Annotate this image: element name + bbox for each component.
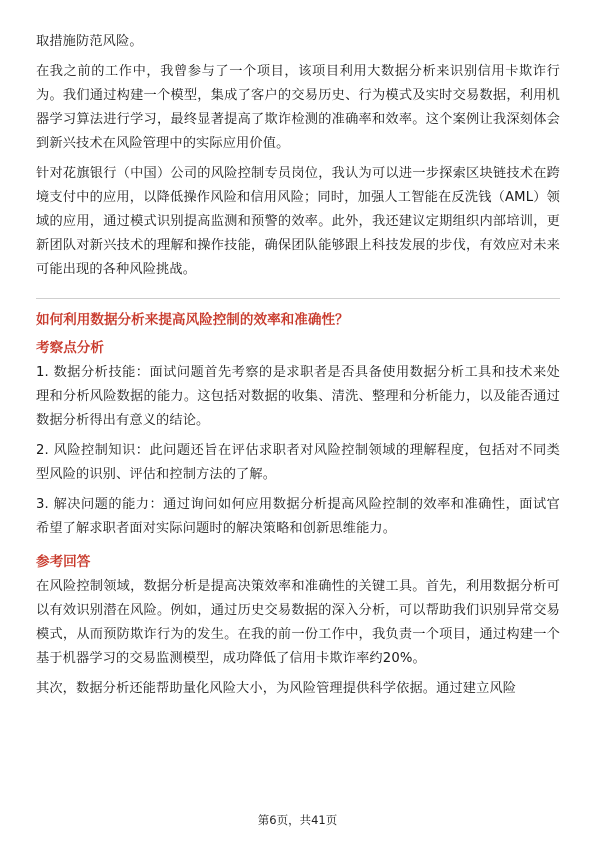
analysis-heading: 考察点分析: [36, 340, 104, 356]
body-paragraph: 在我之前的工作中，我曾参与了一个项目，该项目利用大数据分析来识别信用卡欺诈行为。我们通过构建一个模型，集成了客户的交易历史、行为模式及实时交易数据，利用机器学习算法进行学习，最终显著提高了欺诈检测的准确率和效率。这个案例让我深刻体会到新兴技术在风险管理中的实际应用价值。: [36, 64, 560, 151]
body-paragraph: 取措施防范风险。: [36, 34, 143, 49]
analysis-item: 1. 数据分析技能：面试问题首先考察的是求职者是否具备使用数据分析工具和技术来处理和分析风险数据的能力。这包括对数据的收集、清洗、整理和分析能力，以及能否通过数据分析得出有意义的结论。: [36, 365, 560, 428]
answer-paragraph: 其次，数据分析还能帮助量化风险大小，为风险管理提供科学依据。通过建立风险: [36, 681, 517, 696]
section-divider: [36, 298, 560, 299]
analysis-item: 3. 解决问题的能力：通过询问如何应用数据分析提高风险控制的效率和准确性，面试官希望了解求职者面对实际问题时的解决策略和创新思维能力。: [36, 497, 560, 536]
body-paragraph: 针对花旗银行（中国）公司的风险控制专员岗位，我认为可以进一步探索区块链技术在跨境支付中的应用，以降低操作风险和信用风险；同时，加强人工智能在反洗钱（AML）领域的应用，通过模式识别提高监测和预警的效率。此外，我还建议定期组织内部培训，更新团队对新兴技术的理解和操作技能，确保团队能够跟上科技发展的步伐，有效应对未来可能出现的各种风险挑战。: [36, 166, 560, 277]
question-title: 如何利用数据分析来提高风险控制的效率和准确性？: [36, 312, 349, 328]
answer-paragraph: 在风险控制领域，数据分析是提高决策效率和准确性的关键工具。首先，利用数据分析可以有效识别潜在风险。例如，通过历史交易数据的深入分析，可以帮助我们识别异常交易模式，从而预防欺诈行为的发生。在我的前一份工作中，我负责一个项目，通过构建一个基于机器学习的交易监测模型，成功降低了信用卡欺诈率约20%。: [36, 579, 560, 666]
page-number: 第6页，共41页: [257, 813, 338, 827]
document-page: [36, 30, 560, 707]
analysis-item: 2. 风险控制知识：此问题还旨在评估求职者对风险控制领域的理解程度，包括对不同类型风险的识别、评估和控制方法的了解。: [36, 443, 560, 482]
answer-heading: 参考回答: [36, 554, 91, 570]
